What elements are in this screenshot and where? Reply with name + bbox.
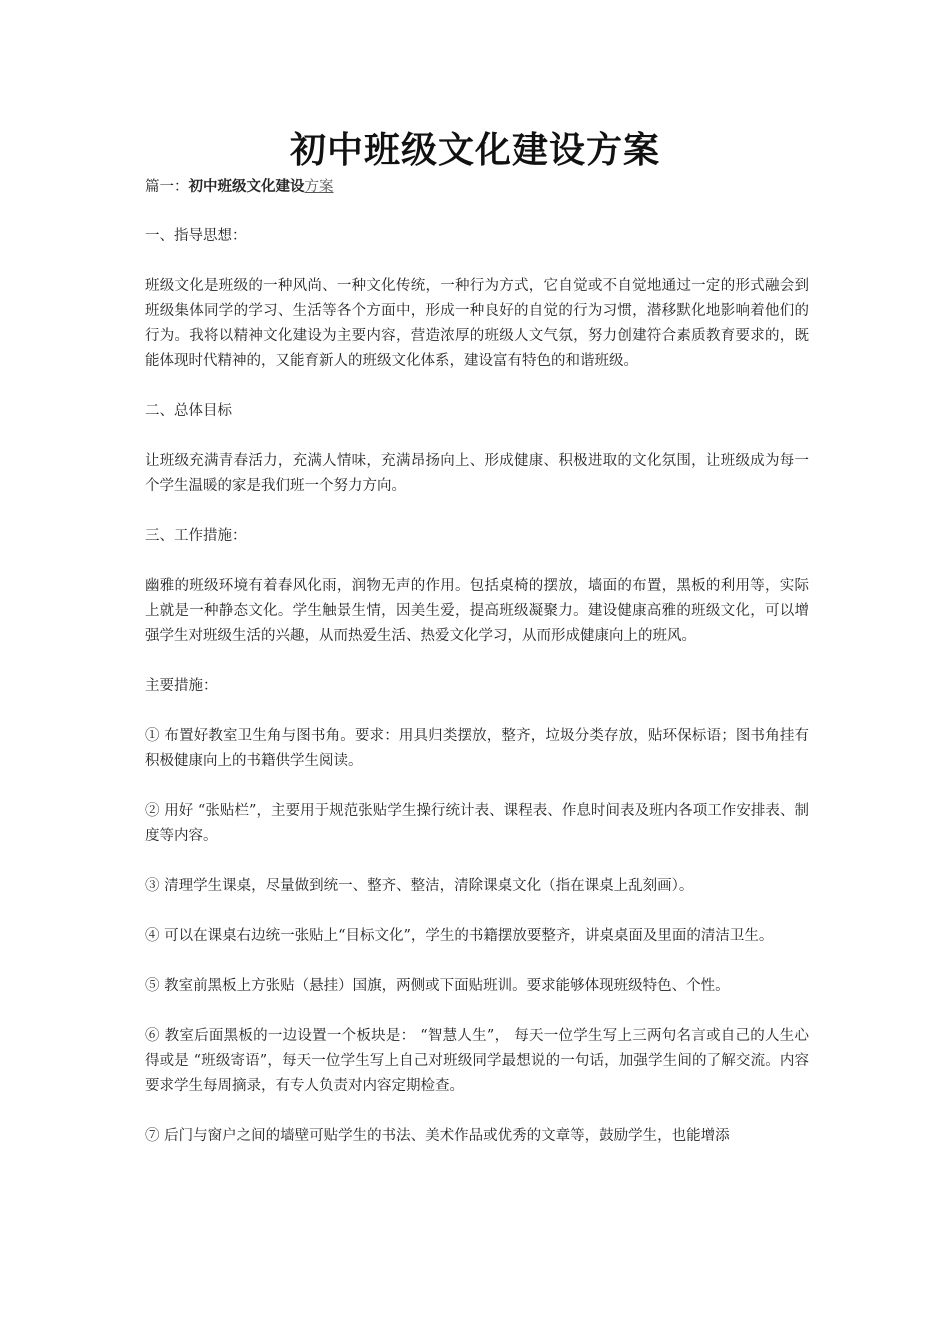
document-title: 初中班级文化建设方案 (289, 129, 660, 171)
paragraph-guiding-ideology: 班级文化是班级的一种风尚、一种文化传统，一种行为方式，它自觉或不自觉地通过一定的形式融会到班级集体同学的学习、生活等各个方面中，形成一种良好的自觉的行为习惯，潜移默化地影响着他们的行为。我将以精神文化建设为主要内容，营造浓厚的班级人文气氛，努力创建符合素质教育要求的，既能体现时代精神的，又能育新人的班级文化体系，建设富有特色的和谐班级。 (145, 278, 809, 369)
section-heading-guiding-ideology: 一、指导思想： (145, 228, 247, 244)
subtitle-prefix: 篇一： (145, 179, 189, 195)
subtitle-link[interactable]: 方案 (304, 179, 334, 195)
measure-item-4: ④ 可以在课桌右边统一张贴上“目标文化”，学生的书籍摆放要整齐，讲桌桌面及里面的清洁卫生。 (145, 928, 774, 944)
section-heading-overall-goal: 二、总体目标 (145, 403, 232, 419)
section-heading-work-measures: 三、工作措施： (145, 528, 247, 544)
main-measures-label: 主要措施： (145, 678, 218, 694)
paragraph-overall-goal: 让班级充满青春活力，充满人情味，充满昂扬向上、形成健康、积极进取的文化氛围，让班级成为每一个学生温暖的家是我们班一个努力方向。 (145, 453, 809, 494)
measure-item-1: ① 布置好教室卫生角与图书角。要求：用具归类摆放，整齐，垃圾分类存放，贴环保标语；图书角挂有积极健康向上的书籍供学生阅读。 (145, 728, 809, 769)
measure-item-3: ③ 清理学生课桌，尽量做到统一、整齐、整洁，清除课桌文化（指在课桌上乱刻画）。 (145, 878, 694, 894)
measure-item-5: ⑤ 教室前黑板上方张贴（悬挂）国旗，两侧或下面贴班训。要求能够体现班级特色、个性。 (145, 978, 730, 994)
subtitle-bold: 初中班级文化建设 (188, 178, 305, 195)
paragraph-work-measures: 幽雅的班级环境有着春风化雨，润物无声的作用。包括桌椅的摆放，墙面的布置，黑板的利用等，实际上就是一种静态文化。学生触景生情，因美生爱，提高班级凝聚力。建设健康高雅的班级文化，可以增强学生对班级生活的兴趣，从而热爱生活、热爱文化学习，从而形成健康向上的班风。 (145, 578, 809, 644)
document-body (145, 174, 809, 1149)
measure-item-6: ⑥ 教室后面黑板的一边设置一个板块是： “智慧人生”， 每天一位学生写上三两句名言或自己的人生心得或是 “班级寄语”，每天一位学生写上自己对班级同学最想说的一句话，加强学生间的了解交流。内容要求学生每周摘录，有专人负责对内容定期检查。 (145, 1028, 809, 1094)
measure-item-7: ⑦ 后门与窗户之间的墙壁可贴学生的书法、美术作品或优秀的文章等，鼓励学生，也能增添 (145, 1128, 730, 1144)
measure-item-2: ② 用好 “张贴栏”，主要用于规范张贴学生操行统计表、课程表、作息时间表及班内各项工作安排表、制度等内容。 (145, 803, 809, 844)
document-subtitle (145, 174, 809, 200)
